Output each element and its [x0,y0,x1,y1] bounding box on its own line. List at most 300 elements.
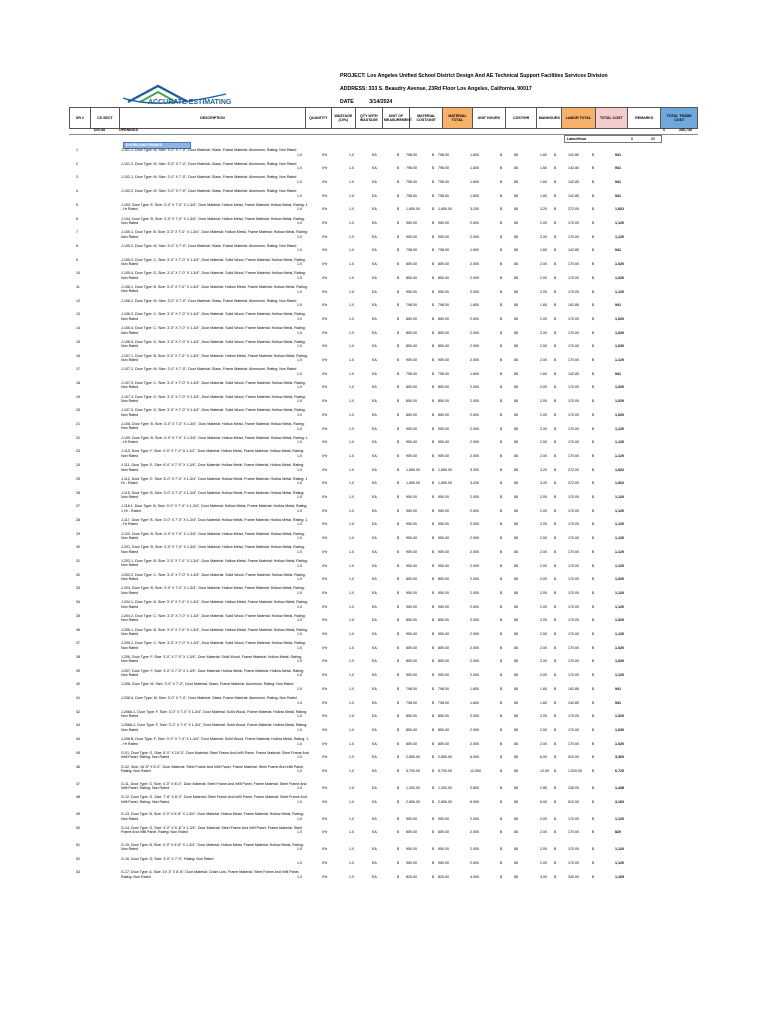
cell-dollar-2: $ [432,166,434,171]
cell-qty: 1.0 [297,577,302,582]
cell-dollar-1: $ [397,358,399,362]
table-row [69,189,698,202]
table-row [69,422,698,435]
cell-dollar-2: $ [432,481,434,486]
cell-unit-hours: 3.200 [470,207,479,212]
cell-dollar-3: $ [500,830,502,835]
cell-labor-total: 170.00 [568,673,579,678]
table-row [69,395,698,408]
cell-labor-total: 170.00 [568,508,579,513]
cell-manhours: 6.00 [540,755,547,760]
cell-desc: G-17, Door Type: A, Size: 10'-3" X 8'-8", Door Material: Chain Link, Frame Material: Steel Frame And Infill Panel, Rating: Non Rated [121,870,300,879]
table-row [69,765,698,778]
cell-cost-hr: 85 [514,412,518,417]
cell-unit-hours: 2.000 [470,495,479,499]
table-row [69,812,698,825]
cell-unit-hours: 1.600 [470,152,479,157]
cell-dollar-5: $ [592,467,594,472]
cell-dollar-3: $ [500,152,502,157]
cell-total-cost: 1,120 [615,861,624,866]
cell-total-cost: 1,120 [615,221,624,225]
cell-dollar-1: $ [397,577,399,582]
cell-total-cost: 1,020 [615,618,624,623]
cell-mat-total: 950.00 [438,440,449,445]
cell-dollar-3: $ [500,262,502,267]
cell-qty-w: 1.0 [349,330,354,335]
table-row [69,737,698,750]
table-row [69,696,698,709]
cell-qty-w: 1.0 [349,303,354,308]
cell-unit: EA [372,741,377,746]
cell-n: 5 [76,202,78,207]
cell-total-cost: 1,165 [615,874,624,879]
address-line [340,86,532,92]
table-row [69,857,698,870]
cell-unit: EA [372,426,377,431]
cell-desc: J-208A.1, Door Type: F, Size: 3'-0" X 7'-0" X 1-3/4", Door Material: Solid Wood, Frame Material: Hollow Metal, Rating: Non Rated [121,709,308,719]
cell-qty-w: 1.0 [349,522,354,527]
table-row [69,795,698,808]
cell-dollar-1: $ [397,673,399,678]
cell-qty: 1.0 [297,741,302,746]
cell-desc: J-208 B, Door Type: F, Size: 3'-0" X 7'-0" X 1-3/4", Door Material: Solid Wood, Frame Material: Hollow Metal, Rating: 1 - Hr Rated [121,737,309,746]
col-unit-hours: UNIT HOURS [472,108,505,129]
cell-qty-w: 1.0 [349,453,354,458]
cell-dollar-2: $ [432,453,434,458]
cell-dollar-2: $ [432,248,434,253]
cell-dollar-3: $ [500,673,502,678]
cell-dollar-5: $ [592,700,594,705]
cell-dollar-3: $ [500,316,502,321]
cell-unit-hours: 2.000 [470,563,479,568]
cell-total-cost: 1,020 [615,741,624,746]
cell-cost-hr: 85 [514,799,518,804]
cell-cost-hr: 85 [514,248,518,253]
cell-total-cost: 1,120 [615,632,624,636]
cell-unit: EA [372,193,377,198]
cell-qty-w: 1.0 [349,755,354,760]
cell-qty-w: 1.0 [349,604,354,609]
col-cost-hr: COST/HR [505,108,536,129]
cell-mat-cost: 850.00 [406,618,417,623]
cell-wastage: 0% [322,769,328,773]
cell-wastage: 0% [322,659,328,664]
cell-dollar-2: $ [432,179,434,184]
cell-unit: EA [372,645,377,650]
cell-dollar-1: $ [397,861,399,866]
cell-manhours: 2.00 [540,358,547,362]
cell-dollar-5: $ [592,590,594,595]
cell-qty-w: 1.0 [349,536,354,541]
cell-dollar-4: $ [554,522,556,527]
cell-n: 41 [76,696,80,700]
cell-qty-w: 1.0 [349,786,354,790]
table-row [69,628,698,641]
cell-dollar-2: $ [432,221,434,225]
table-row [69,162,698,175]
cell-mat-total: 950.00 [438,221,449,225]
cell-qty: 1.0 [297,289,302,294]
cell-cost-hr: 85 [514,673,518,678]
cell-desc: J-102.2, Door Type: M, Size: 3'-0" X 7'-0", Door Material: Glass, Frame Material: Aluminum, Rating: Non Rated [121,189,297,194]
cell-unit: EA [372,495,377,499]
cell-unit-hours: 2.000 [470,673,479,678]
cell-dollar-2: $ [432,289,434,294]
cell-manhours: 2.00 [540,275,547,280]
cell-dollar-4: $ [554,769,556,773]
cell-unit: EA [372,234,377,239]
cell-cost-hr: 85 [514,330,518,335]
cell-dollar-3: $ [500,659,502,664]
cell-dollar-1: $ [397,786,399,790]
cell-qty: 1.0 [297,467,302,472]
cell-mat-total: 850.00 [438,316,449,321]
cell-total-cost: 1,020 [615,714,624,719]
cell-unit: EA [372,316,377,321]
cell-mat-total: 798.00 [438,371,449,376]
cell-wastage: 0% [322,741,328,746]
col-labor-total: LABOR TOTAL [562,108,595,129]
cell-qty: 1.0 [297,786,302,790]
cell-manhours: 2.00 [540,659,547,664]
cell-unit-hours: 2.000 [470,816,479,821]
cell-cost-hr: 85 [514,179,518,184]
cell-qty: 1.0 [297,385,302,390]
cell-unit: EA [372,275,377,280]
cell-mat-cost: 950.00 [406,358,417,362]
cell-qty-w: 1.0 [349,275,354,280]
cell-dollar-5: $ [592,495,594,499]
cell-mat-total: 798.00 [438,179,449,184]
cell-dollar-4: $ [554,847,556,852]
cell-total-cost: 1,020 [615,399,624,404]
cell-n: 32 [76,572,80,577]
table-row [69,545,698,558]
cell-dollar-1: $ [397,289,399,294]
cell-dollar-3: $ [500,816,502,821]
cell-desc: G-14, Door Type: G, Size: 3'-0" X 6'-8" X 1-3/4", Door Material: Steel Frame And Infill Panel, Frame Material: Steel Frame And Infill Panel, Rating: Non Rated [121,825,303,835]
cell-dollar-2: $ [432,700,434,705]
cell-total-cost: 820 [615,830,621,835]
cell-desc: G-13, Door Type: B, Size: 3'-0" X 6'-8" X 1-3/4", Door Material: Hollow Metal, Frame Material: Hollow Metal, Rating: Non Rated [121,812,304,821]
cell-n: 49 [76,812,80,817]
cell-total-cost: 941 [615,700,621,705]
cell-labor-total: 170.00 [568,830,579,835]
cell-total-cost: 1,120 [615,563,624,568]
cell-dollar-4: $ [554,604,556,609]
cell-dollar-3: $ [500,358,502,362]
cell-qty-w: 1.0 [349,799,354,804]
cell-manhours: 1.60 [540,700,547,705]
cell-n: 51 [76,842,80,847]
cell-dollar-1: $ [397,467,399,472]
cell-n: 8 [76,243,78,248]
cell-manhours: 2.00 [540,741,547,746]
cell-cost-hr: 85 [514,786,518,790]
cell-dollar-2: $ [432,673,434,678]
cell-unit-hours: 2.000 [470,234,479,239]
cell-total-cost: 1,120 [615,453,624,458]
cell-qty: 1.0 [297,830,302,835]
cell-dollar-4: $ [554,727,556,732]
cell-mat-cost: 850.00 [406,659,417,664]
cell-cost-hr: 85 [514,618,518,623]
cell-cost-hr: 85 [514,769,518,773]
cell-mat-total: 798.00 [438,686,449,691]
cell-labor-total: 170.00 [568,645,579,650]
cell-n: 11 [76,285,80,289]
cell-dollar-2: $ [432,193,434,198]
table-row [69,258,698,271]
cell-qty: 1.0 [297,632,302,636]
cell-n: 34 [76,600,80,605]
cell-cost-hr: 85 [514,344,518,349]
cell-mat-cost: 850.00 [406,316,417,321]
cell-mat-cost: 1,650.00 [406,481,420,486]
cell-dollar-1: $ [397,847,399,852]
cell-dollar-4: $ [554,275,556,280]
cell-n: 21 [76,422,80,426]
cell-dollar-4: $ [554,816,556,821]
cell-unit: EA [372,262,377,267]
cell-dollar-5: $ [592,316,594,321]
cell-wastage: 0% [322,590,328,595]
table-row [69,573,698,586]
cell-cost-hr: 85 [514,234,518,239]
cell-mat-total: 850.00 [438,659,449,664]
cell-manhours: 3.20 [540,467,547,472]
cell-mat-total: 2,850.00 [438,755,452,760]
project-label: PROJECT: [340,73,366,79]
cell-mat-cost: 1,200.00 [406,786,420,790]
cell-qty: 1.0 [297,207,302,212]
cell-dollar-1: $ [397,522,399,527]
cell-wastage: 0% [322,830,328,835]
cell-qty: 1.0 [297,152,302,157]
cell-dollar-4: $ [554,549,556,554]
cell-n: 38 [76,654,80,659]
cell-desc: J-101.1, Door Type: M, Size: 3'-0" X 7'-0", Door Material: Glass, Frame Material: Aluminum, Rating: Non Rated [121,148,297,152]
cell-mat-total: 950.00 [438,536,449,541]
cell-cost-hr: 85 [514,522,518,527]
cell-cost-hr: 85 [514,727,518,732]
cell-dollar-3: $ [500,303,502,308]
cell-labor-total: 142.80 [568,686,579,691]
cell-manhours: 3.20 [540,207,547,212]
cell-manhours: 2.00 [540,847,547,852]
cell-manhours: 2.00 [540,426,547,431]
cell-dollar-4: $ [554,344,556,349]
cell-labor-total: 170.00 [568,536,579,541]
cell-qty-w: 1.0 [349,467,354,472]
division-code: DIV-08 [94,128,105,132]
cell-labor-total: 142.80 [568,303,579,308]
cell-wastage: 0% [322,289,328,294]
col-trade-cost: TOTAL TRADE COST [661,108,698,129]
cell-cost-hr: 85 [514,874,518,879]
cell-dollar-1: $ [397,714,399,719]
cell-mat-cost: 950.00 [406,508,417,513]
cell-qty: 1.0 [297,847,302,852]
cell-labor-total: 170.00 [568,577,579,582]
cell-mat-total: 798.00 [438,248,449,253]
cell-mat-total: 1,200.00 [438,786,452,790]
cell-unit-hours: 1.600 [470,193,479,198]
labor-hour-prefix: $ [631,136,633,141]
cell-dollar-4: $ [554,645,556,650]
cell-dollar-5: $ [592,714,594,719]
cell-cost-hr: 85 [514,536,518,541]
cell-dollar-4: $ [554,861,556,866]
cell-dollar-5: $ [592,412,594,417]
cell-dollar-4: $ [554,358,556,362]
table-row [69,751,698,764]
cell-dollar-4: $ [554,799,556,804]
table-row [69,381,698,394]
cell-total-cost: 1,120 [615,508,624,513]
cell-wastage: 0% [322,861,328,866]
cell-unit-hours: 3.200 [470,467,479,472]
cell-dollar-2: $ [432,234,434,239]
cell-desc: J-104, Door Type: B, Size: 3'-0" X 7'-0" X 1-3/4", Door Material: Hollow Metal, Frame Material: Hollow Metal, Rating: Non Rated [121,216,305,225]
cell-mat-cost: 950.00 [406,847,417,852]
cell-unit-hours: 2.000 [470,330,479,335]
cell-dollar-3: $ [500,399,502,404]
cell-total-cost: 1,020 [615,659,624,664]
cell-desc: J-106.4, Door Type: C, Size: 3'-0" X 7'-0" X 1-3/4", Door Material: Solid Wood, Frame Material: Hollow Metal, Rating: Non Rated [121,326,306,335]
cell-n: 29 [76,531,80,536]
cell-dollar-2: $ [432,358,434,362]
col-total-cost: TOTAL COST [595,108,627,129]
cell-qty-w: 1.0 [349,371,354,376]
cell-dollar-2: $ [432,467,434,472]
cell-desc: J-204.1, Door Type: B, Size: 3'-0" X 7'-0" X 1-3/4", Door Material: Hollow Metal, Frame Material: Hollow Metal, Rating: Non Rated [121,600,308,609]
cell-dollar-1: $ [397,755,399,760]
cell-desc: J-120, Door Type: B, Size: 3'-0" X 7'-0" X 1-3/4", Door Material: Hollow Metal, Frame Material: Hollow Metal, Rating: Non Rated [121,531,305,540]
cell-labor-total: 170.00 [568,618,579,623]
cell-qty: 1.0 [297,262,302,267]
cell-dollar-1: $ [397,563,399,568]
cell-mat-total: 850.00 [438,618,449,623]
cell-n: 12 [76,298,80,303]
table-row [69,870,698,883]
cell-qty-w: 1.0 [349,686,354,691]
cell-dollar-2: $ [432,207,434,212]
cell-labor-total: 238.00 [568,786,579,790]
cell-n: 52 [76,856,80,861]
cell-dollar-5: $ [592,221,594,225]
cell-total-cost: 1,020 [615,344,624,349]
cell-mat-cost: 950.00 [406,816,417,821]
cell-manhours: 2.00 [540,727,547,732]
cell-manhours: 12.00 [540,769,549,773]
table-row [69,299,698,312]
cell-mat-cost: 850.00 [406,645,417,650]
cell-mat-cost: 798.00 [406,686,417,691]
cell-cost-hr: 85 [514,152,518,157]
cell-unit: EA [372,467,377,472]
cell-dollar-5: $ [592,275,594,280]
cell-dollar-5: $ [592,399,594,404]
cell-wastage: 0% [322,632,328,636]
cell-dollar-5: $ [592,248,594,253]
cell-wastage: 0% [322,440,328,445]
cell-mat-total: 950.00 [438,604,449,609]
cell-mat-cost: 2,850.00 [406,755,420,760]
cell-qty: 1.0 [297,399,302,404]
cell-dollar-2: $ [432,412,434,417]
cell-dollar-4: $ [554,385,556,390]
cell-desc: G-15, Door Type: B, Size: 3'-0" X 6'-8" X 1-3/4", Door Material: Hollow Metal, Frame Material: Hollow Metal, Rating: Non Rated [121,842,304,852]
cell-qty: 1.0 [297,330,302,335]
cell-mat-cost: 5,700.00 [406,769,420,773]
cell-unit-hours: 2.000 [470,289,479,294]
cell-desc: J-208, Door Type: M, Size: 3'-0" X 7'-0", Door Material: Glass, Frame Material: Aluminum, Rating: Non Rated [121,682,294,687]
cell-dollar-4: $ [554,221,556,225]
cell-total-cost: 1,120 [615,522,624,527]
cell-total-cost: 1,438 [615,786,624,790]
cell-desc: J-105.4, Door Type: D, Size: 3'-0" X 7'-0" X 1-3/4", Door Material: Solid Wood, Frame Material: Hollow Metal, Rating: Non Rated [121,271,306,280]
cell-desc: J-117, Door Type: B, Size: 3'-0" X 7'-0" X 1-3/4", Door Material: Hollow Metal, Frame Material: Hollow Metal, Rating: 1 - Hr Rated [121,517,308,527]
cell-cost-hr: 85 [514,659,518,664]
cell-dollar-3: $ [500,604,502,609]
cell-unit: EA [372,686,377,691]
table-row [69,203,698,216]
cell-desc: J-105.2, Door Type: M, Size: 3'-0" X 7'-0", Door Material: Glass, Frame Material: Aluminum, Rating: Non Rated [121,243,297,248]
cell-labor-total: 170.00 [568,453,579,458]
cell-mat-cost: 850.00 [406,330,417,335]
cell-cost-hr: 85 [514,847,518,852]
cell-dollar-4: $ [554,440,556,445]
cell-mat-cost: 950.00 [406,440,417,445]
cell-mat-cost: 950.00 [406,289,417,294]
cell-labor-total: 170.00 [568,714,579,719]
cell-desc: J-203, Door Type: B, Size: 3'-0" X 7'-0" X 1-3/4", Door Material: Hollow Metal, Frame Material: Hollow Metal, Rating: Non Rated [121,586,305,595]
col-sr: SR # [70,108,91,129]
table-row [69,518,698,531]
cell-qty: 1.0 [297,344,302,349]
cell-n: 15 [76,339,80,344]
cell-dollar-1: $ [397,152,399,157]
cell-total-cost: 941 [615,248,621,253]
cell-dollar-1: $ [397,440,399,445]
cell-unit-hours: 2.000 [470,536,479,541]
cell-manhours: 2.00 [540,330,547,335]
cell-dollar-1: $ [397,495,399,499]
cell-labor-total: 170.00 [568,847,579,852]
cell-mat-cost: 950.00 [406,563,417,568]
cell-dollar-2: $ [432,755,434,760]
col-qty: QUANTITY [305,108,331,129]
cell-mat-total: 1,650.00 [438,207,452,212]
cell-unit: EA [372,371,377,376]
cell-mat-cost: 1,650.00 [406,467,420,472]
cell-qty: 1.0 [297,714,302,719]
cell-dollar-2: $ [432,262,434,267]
cell-labor-total: 272.00 [568,467,579,472]
cell-dollar-1: $ [397,549,399,554]
cell-n: 19 [76,394,80,399]
cell-dollar-3: $ [500,426,502,431]
cell-mat-cost: 850.00 [406,727,417,732]
table-row [69,641,698,654]
cell-unit-hours: 2.000 [470,262,479,267]
cell-labor-total: 170.00 [568,563,579,568]
cell-dollar-1: $ [397,645,399,650]
cell-labor-total: 170.00 [568,727,579,732]
cell-qty: 1.0 [297,700,302,705]
logo-text: ACCURATE ESTIMATING [148,99,232,106]
